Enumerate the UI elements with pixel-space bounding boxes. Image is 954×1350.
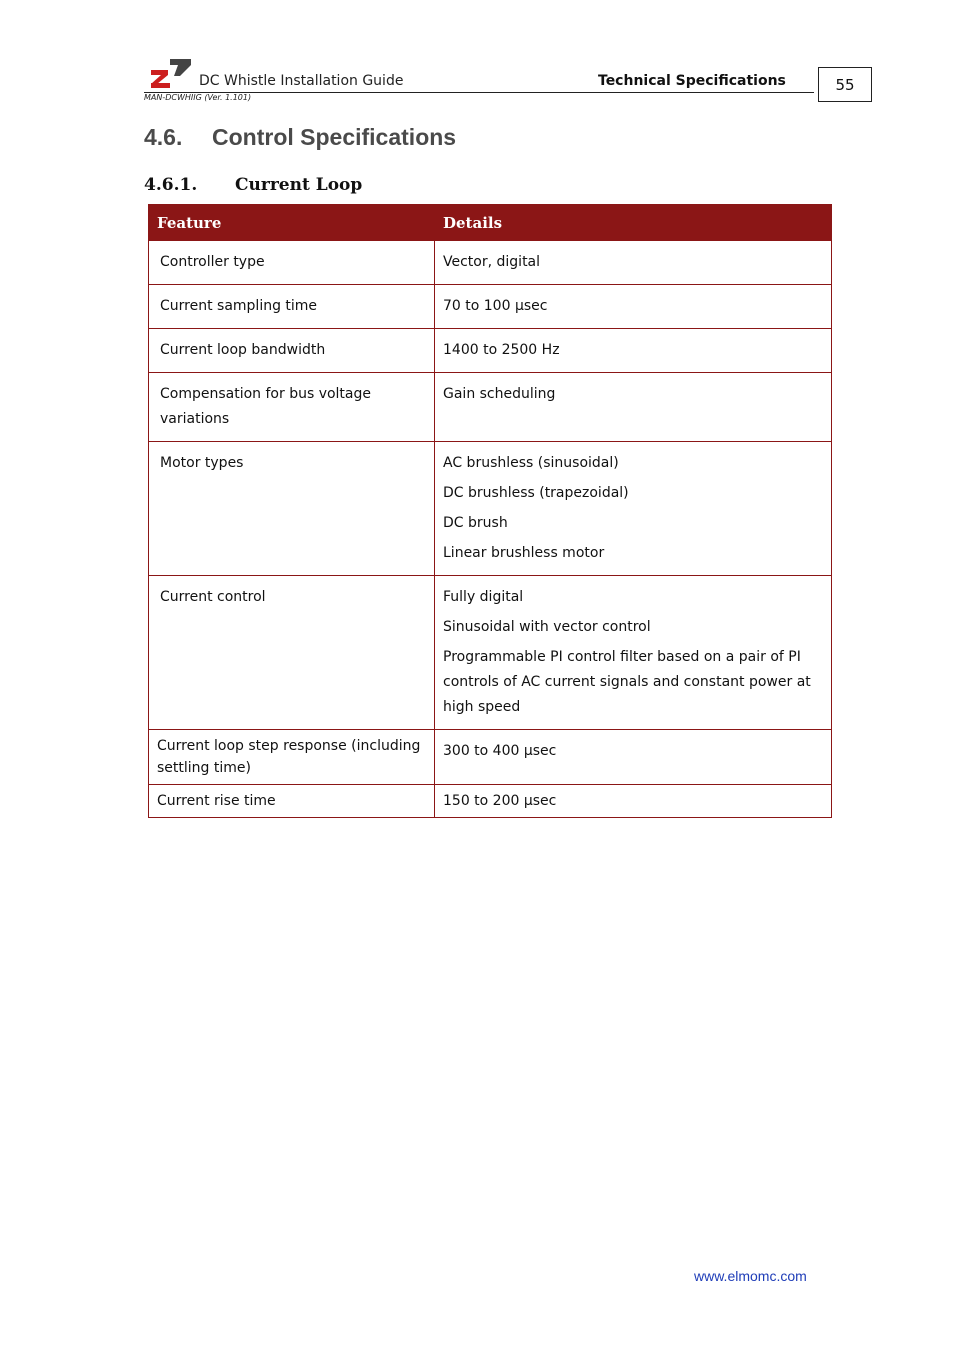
detail-line: 300 to 400 μsec <box>443 743 557 759</box>
document-title: DC Whistle Installation Guide <box>199 73 404 89</box>
details-cell <box>435 285 832 329</box>
subsection-number: 4.6.1. <box>144 175 198 195</box>
feature-cell: Current sampling time <box>149 285 435 329</box>
table-row <box>149 241 832 285</box>
document-version: MAN-DCWHIIG (Ver. 1.101) <box>144 93 252 102</box>
column-header-feature: Feature <box>149 205 435 241</box>
detail-line: AC brushless (sinusoidal) <box>443 455 619 471</box>
section-heading <box>144 124 456 151</box>
detail-line: Programmable PI control filter based on a pair of PI controls of AC current signals and constant power at high speed <box>443 649 811 715</box>
feature-cell: Current loop step response (including settling time) <box>149 730 435 785</box>
table-row <box>149 576 832 730</box>
feature-cell: Controller type <box>149 241 435 285</box>
table-row <box>149 285 832 329</box>
details-cell <box>435 373 832 442</box>
current-loop-spec-table <box>148 204 832 818</box>
details-cell <box>435 785 832 818</box>
feature-cell: Motor types <box>149 442 435 576</box>
page-number: 55 <box>818 67 872 102</box>
detail-line: Vector, digital <box>443 254 541 270</box>
subsection-title: Current Loop <box>235 175 363 195</box>
detail-line: 150 to 200 μsec <box>443 793 557 809</box>
detail-line: Sinusoidal with vector control <box>443 619 651 635</box>
section-number: 4.6. <box>144 124 183 150</box>
detail-line: Gain scheduling <box>443 386 556 402</box>
detail-line: Linear brushless motor <box>443 545 605 561</box>
details-cell <box>435 241 832 285</box>
detail-line: DC brush <box>443 515 508 531</box>
details-cell <box>435 730 832 785</box>
header-section-name: Technical Specifications <box>598 73 786 89</box>
details-cell <box>435 576 832 730</box>
table-header-row <box>149 205 832 241</box>
website-link[interactable]: www.elmomc.com <box>694 1268 807 1284</box>
table-row <box>149 329 832 373</box>
detail-line: 70 to 100 μsec <box>443 298 548 314</box>
details-cell <box>435 329 832 373</box>
detail-line: DC brushless (trapezoidal) <box>443 485 629 501</box>
details-cell <box>435 442 832 576</box>
feature-cell: Current rise time <box>149 785 435 818</box>
detail-line: Fully digital <box>443 589 524 605</box>
section-title: Control Specifications <box>212 124 457 150</box>
detail-line: 1400 to 2500 Hz <box>443 342 560 358</box>
subsection-heading <box>144 175 362 195</box>
elmo-logo-icon <box>148 58 192 88</box>
table-row <box>149 785 832 818</box>
feature-cell: Current loop bandwidth <box>149 329 435 373</box>
column-header-details: Details <box>435 205 832 241</box>
page-header <box>144 56 874 106</box>
table-row <box>149 442 832 576</box>
feature-cell: Compensation for bus voltage variations <box>149 373 435 442</box>
feature-cell: Current control <box>149 576 435 730</box>
table-row <box>149 730 832 785</box>
table-row <box>149 373 832 442</box>
